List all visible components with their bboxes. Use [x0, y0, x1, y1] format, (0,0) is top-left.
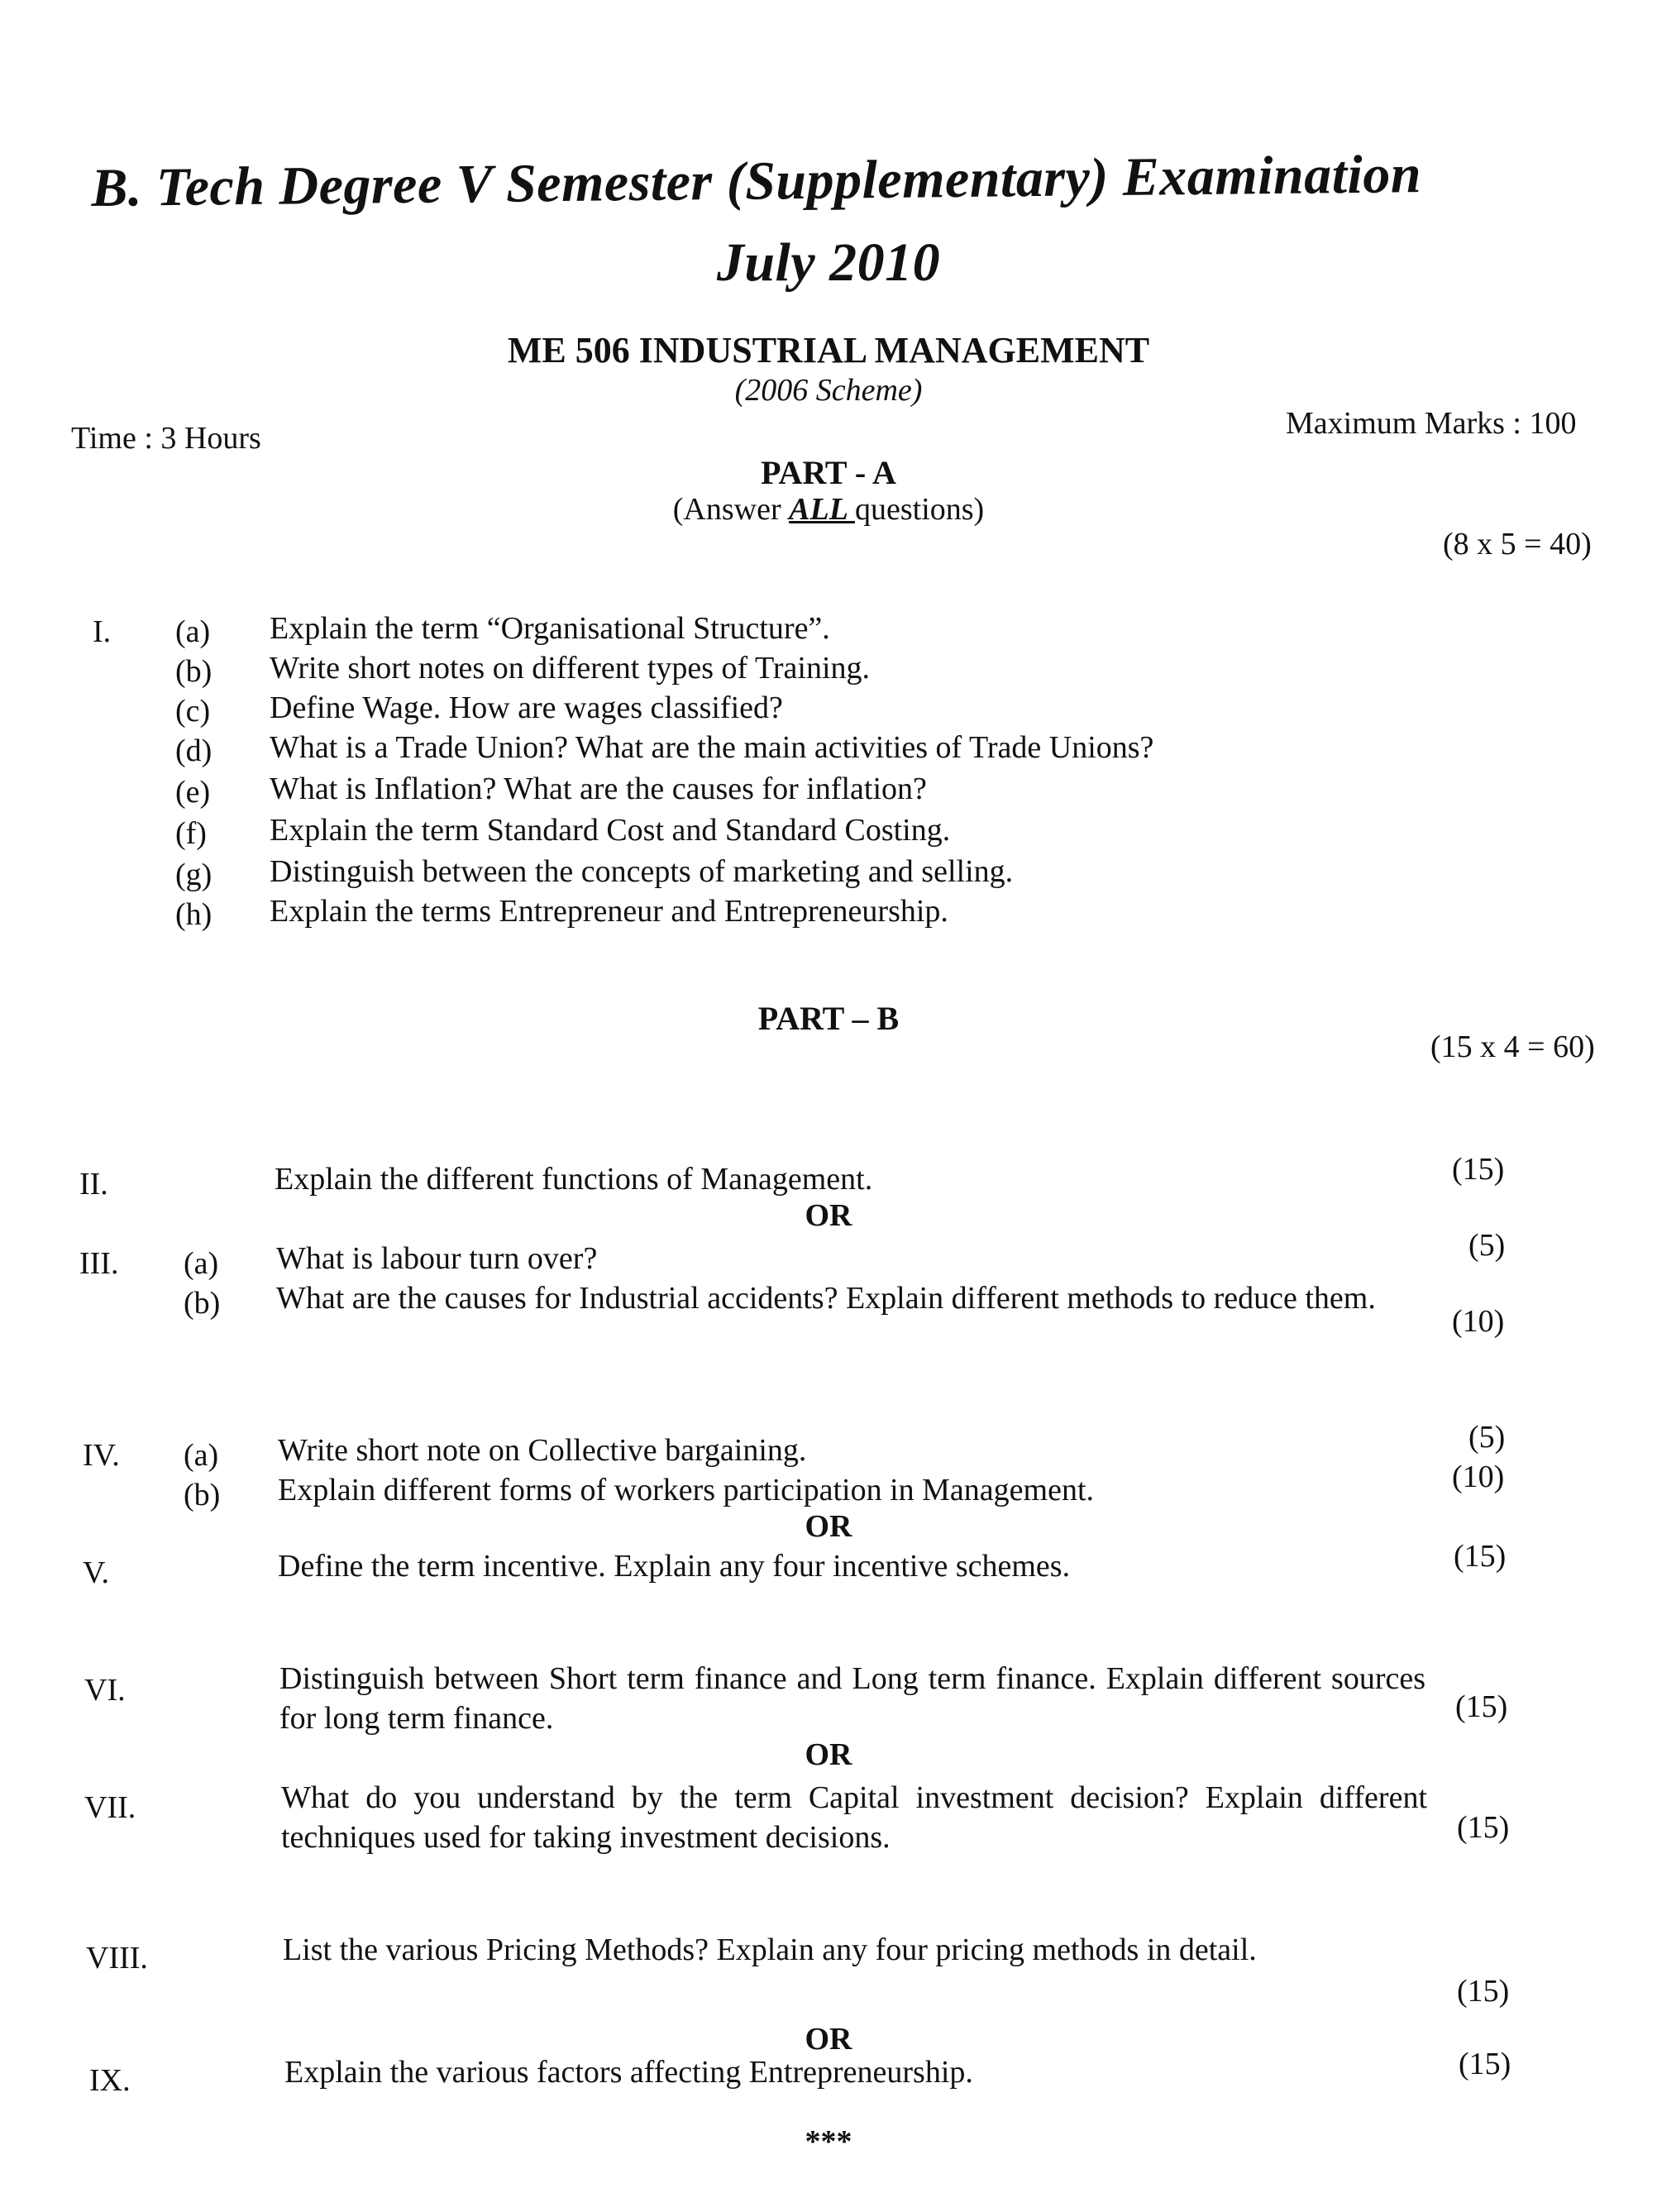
question-marks: (15) — [1455, 1689, 1508, 1724]
sub-label: (a) — [184, 1246, 219, 1281]
sub-label: (a) — [184, 1438, 219, 1473]
scheme-label: (2006 Scheme) — [734, 373, 923, 408]
list-item-label: (c) — [175, 694, 211, 729]
list-item-label: (e) — [175, 775, 211, 810]
question-number: VIII. — [86, 1941, 148, 1976]
list-item-text: Write short notes on different types of Training. — [270, 651, 871, 686]
or-divider: OR — [805, 2022, 852, 2057]
instruction-post: questions) — [855, 492, 985, 527]
question-number: VI. — [84, 1673, 126, 1708]
exam-date: July 2010 — [716, 232, 941, 293]
part-b-marks: (15 x 4 = 60) — [1430, 1030, 1595, 1064]
question-marks: (10) — [1452, 1304, 1505, 1339]
question-marks: (15) — [1457, 1974, 1510, 2009]
part-a-heading: PART - A — [761, 454, 896, 491]
or-divider: OR — [805, 1509, 852, 1544]
list-item-label: (g) — [175, 858, 212, 892]
question-marks: (15) — [1457, 1810, 1510, 1845]
question-marks: (5) — [1468, 1420, 1506, 1455]
part-a-instruction — [0, 491, 1657, 528]
list-item-label: (h) — [175, 897, 212, 932]
question-number: III. — [79, 1246, 119, 1281]
question-number: V. — [83, 1555, 110, 1590]
question-marks: (15) — [1452, 1152, 1505, 1187]
question-text: Explain the various factors affecting Entrepreneurship. — [284, 2055, 973, 2090]
max-marks-label: Maximum Marks : 100 — [1286, 406, 1577, 441]
question-text: Write short note on Collective bargaining. — [278, 1433, 807, 1468]
list-item-label: (a) — [175, 614, 211, 649]
list-item-text: Explain the term “Organisational Structure”. — [270, 611, 830, 646]
question-number: II. — [79, 1167, 108, 1202]
question-text: Explain the different functions of Management. — [275, 1162, 873, 1197]
question-number: IX. — [89, 2063, 131, 2098]
part-a-marks: (8 x 5 = 40) — [1443, 527, 1592, 561]
question-marks: (15) — [1454, 1539, 1507, 1574]
question-marks: (5) — [1468, 1228, 1506, 1263]
question-number: IV. — [83, 1438, 120, 1473]
question-text: Distinguish between Short term finance and Long term finance. Explain different sources for long term finance. — [279, 1661, 1425, 1736]
question-text: Define the term incentive. Explain any four incentive schemes. — [278, 1549, 1071, 1584]
time-label: Time : 3 Hours — [71, 421, 261, 456]
sub-label: (b) — [184, 1286, 221, 1321]
list-item-text: Define Wage. How are wages classified? — [270, 690, 783, 725]
list-item-text: Explain the term Standard Cost and Standard Costing. — [270, 813, 951, 848]
list-item-label: (b) — [175, 654, 212, 689]
sub-label: (b) — [184, 1478, 221, 1512]
instruction-all: ALL — [789, 492, 855, 527]
list-item-text: What is Inflation? What are the causes for inflation? — [270, 772, 927, 806]
question-number: I. — [93, 614, 112, 649]
list-item-text: What is a Trade Union? What are the main activities of Trade Unions? — [270, 730, 1154, 765]
end-mark: *** — [805, 2124, 852, 2159]
question-marks: (15) — [1459, 2047, 1511, 2081]
question-text: Explain different forms of workers participation in Management. — [278, 1473, 1094, 1507]
list-item-label: (d) — [175, 733, 212, 768]
list-item-text: Distinguish between the concepts of marketing and selling. — [270, 854, 1014, 889]
question-number: VII. — [84, 1790, 136, 1825]
part-b-heading: PART – B — [757, 1000, 900, 1037]
or-divider: OR — [805, 1737, 852, 1772]
list-item-label: (f) — [175, 816, 207, 851]
instruction-pre: (Answer — [672, 492, 790, 527]
question-marks: (10) — [1452, 1460, 1505, 1494]
subject-title: ME 506 INDUSTRIAL MANAGEMENT — [507, 330, 1150, 370]
question-text: What is labour turn over? — [276, 1241, 598, 1276]
exam-title: B. Tech Degree V Semester (Supplementary) Examination — [91, 144, 1422, 218]
question-text: What do you understand by the term Capital investment decision? Explain different techniques used for taking investment decisions. — [281, 1780, 1427, 1855]
question-text: What are the causes for Industrial accidents? Explain different methods to reduce them. — [276, 1281, 1376, 1316]
question-text: List the various Pricing Methods? Explain any four pricing methods in detail. — [283, 1933, 1257, 1967]
list-item-text: Explain the terms Entrepreneur and Entrepreneurship. — [270, 894, 948, 929]
or-divider: OR — [805, 1198, 852, 1233]
